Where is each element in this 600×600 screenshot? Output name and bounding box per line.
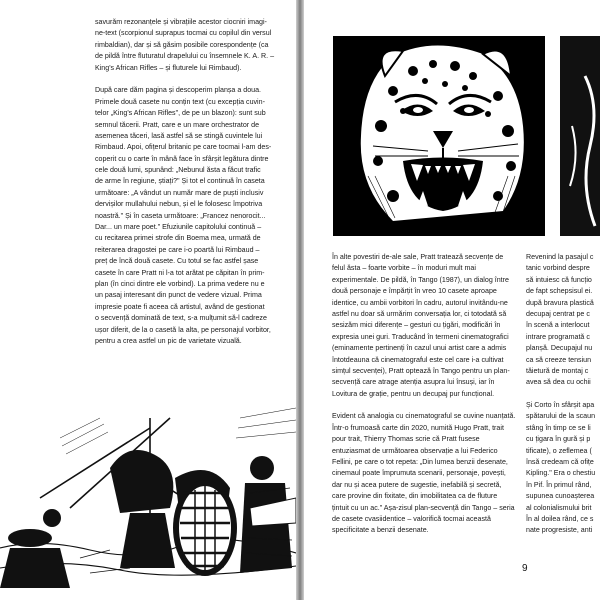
text-line <box>0 142 46 153</box>
text-line: Revenind la pasajul c <box>526 253 594 261</box>
text-line: însă credeam că ofițe <box>526 458 594 467</box>
text-line: planșă. Decupajul nu <box>526 344 593 353</box>
text-line: cele două lumi, spunând: „Nebunul ăsta a făcut trafic <box>95 166 261 175</box>
text-line <box>0 336 46 347</box>
text-line: cu recitarea primei strofe din Boema mea, urmată de <box>95 234 261 243</box>
text-line: ne-text (scorpionul suprapus tocmai cu copilul din versul <box>95 29 272 38</box>
text-line: tanic vorbind despre <box>526 264 590 273</box>
partial-comic-panel <box>560 36 600 236</box>
text-line: nate progresiste, anti <box>526 526 593 535</box>
text-line <box>0 188 46 199</box>
paragraph: Evident că analogia cu cinematograful se cuvine nuanțată. Într-o frumoasă carte din 2020, numită Hugo Pratt, trait pour trait, Thierry Thomas scrie că Pratt fusese entuziasmat de următoarea observație a lui Federico Fellini, pe care o tot repeta: „Din lumea benzii desenate, cinemaul poate împrumuta scenarii, personaje, povești, dar nu și acea putere de sugestie, inefabilă și secretă, care provine din fixitate, din imobilitatea ca de fluture țintuit cu un ac." Așa-zisul plan-secvență din Tango – seria de casete cvasiidentice – valorifică tocmai această specificitate a benzii desenate. <box>332 412 516 535</box>
text-line: dervișilor mullahului nebun, și el le folosesc împotriva <box>95 200 263 209</box>
right-text-column-1 <box>332 252 516 537</box>
text-line: cu țigara în gură și p <box>526 435 591 444</box>
left-text-column-1 <box>0 17 46 347</box>
leopard-comic-panel <box>333 36 545 236</box>
text-line: în scenă a interlocut <box>526 321 590 330</box>
text-line: de fapt schepsisul ei. <box>526 287 593 296</box>
text-line: un pasaj interesant din punct de vedere vizual. Prima <box>95 291 262 300</box>
text-line: King's African Rifles – și fluturele lui Rimbaud). <box>95 63 242 72</box>
text-line: semnul tăcerii. Pratt, care e un mare orchestrator de <box>95 120 260 129</box>
text-line <box>0 222 46 233</box>
text-line: Dar... un mare poet." Efuziunile capitolului continuă – <box>95 223 262 232</box>
text-line <box>0 85 46 96</box>
text-line <box>0 63 46 74</box>
text-line: preț de încă două casete. Cu totul se fac astfel șase <box>95 257 259 266</box>
text-line: de pildă între fluturatul drapelului cu însemnele K. A. R. – <box>95 52 275 61</box>
text-line: spătarului de la scaun <box>526 412 596 421</box>
text-line: tăietură de montaj c <box>526 366 589 375</box>
text-line <box>0 176 46 187</box>
text-line: în Pif. În primul rând, <box>526 480 592 489</box>
page-number: 9 <box>522 563 528 574</box>
text-line <box>0 245 46 256</box>
text-line: În al doilea rând, ce s <box>526 514 594 523</box>
text-line <box>95 74 273 85</box>
text-line <box>526 389 600 400</box>
right-page <box>304 0 600 600</box>
left-text-column-2 <box>95 17 273 347</box>
left-page <box>0 0 296 600</box>
text-line <box>0 131 46 142</box>
text-line: noastră." Și în caseta următoare: „Francez nenorocit... <box>95 211 266 220</box>
text-line <box>0 233 46 244</box>
text-line <box>0 268 46 279</box>
text-line: coperit cu o carte în mână face în sfârșit legătura dintre <box>95 154 269 163</box>
text-line: să intuiesc că funcțio <box>526 275 592 284</box>
text-line: plan (în cinci dintre ele vorbind). La prima vedere nu e <box>95 279 265 288</box>
text-line: decupaj centrat pe c <box>526 309 590 318</box>
text-line <box>0 211 46 222</box>
text-line: intrare programată c <box>526 332 590 341</box>
text-line: După care dăm pagina și descoperim planșa a doua. <box>95 86 262 95</box>
text-line: Și Corto în sfârșit apa <box>526 401 595 410</box>
text-line: Kipling." Era o chestiu <box>526 469 596 478</box>
book-spine <box>296 0 304 600</box>
text-line: telor „King's African Rifles", de pe un blazon): sunt sub <box>95 109 266 118</box>
text-line: tificate), o zeflemea ( <box>526 446 592 455</box>
text-line <box>0 165 46 176</box>
text-line: Rimbaud. Apoi, ofițerul britanic pe care tocmai l-am des- <box>95 143 272 152</box>
text-line <box>0 290 46 301</box>
text-line: stâng în timp ce se li <box>526 423 591 432</box>
text-line: asemenea tăceri, lasă astfel să se stingă cuvintele lui <box>95 131 263 140</box>
text-line: rimbaldian), dar și să găsim posibile corespondențe (ca <box>95 40 269 49</box>
text-line <box>0 325 46 336</box>
text-line: după bravura plasticǎ <box>526 298 594 307</box>
text-line <box>0 199 46 210</box>
text-line <box>0 17 46 28</box>
text-line: pentru a crea astfel un pic de varietate vizuală. <box>95 336 242 345</box>
text-line <box>0 40 46 51</box>
text-line: de arme în regiune, știați?" Și tot el continuă în caseta <box>95 177 265 186</box>
text-line: impresie poate fi aceea că artistul, având de gestionat <box>95 302 265 311</box>
text-line: al colonialismului brit <box>526 503 592 512</box>
text-line <box>0 154 46 165</box>
text-line <box>0 97 46 108</box>
text-line: casete în care Pratt ni l-a tot arătat pe căpitan în prim- <box>95 268 265 277</box>
text-line: următoare: „A vândut un număr mare de puști inclusiv <box>95 188 264 197</box>
text-line <box>0 108 46 119</box>
text-line: reiterarea dragostei pe care i-o poartă lui Rimbaud – <box>95 245 260 254</box>
text-line <box>0 51 46 62</box>
text-line <box>0 313 46 324</box>
text-line <box>0 256 46 267</box>
text-line: o secvență dominată de text, s-a mulțumit să-l cadreze <box>95 314 267 323</box>
text-line <box>0 74 46 85</box>
text-line <box>0 302 46 313</box>
text-line <box>0 279 46 290</box>
text-line: avea să dea cu ochii <box>526 378 591 387</box>
text-line <box>0 120 46 131</box>
text-line: Primele două casete nu conțin text (cu excepția cuvin- <box>95 97 265 106</box>
text-line: savurăm rezonanțele și vibrațiile acestor ciocniri imagi- <box>95 18 267 26</box>
paragraph: În alte povestiri de-ale sale, Pratt tratează secvențe de felul ăsta – foarte vorbite – în moduri mult mai experimentale. De pildă, în Tango (1987), un dialog între două personaje e împărțit în vreo 10 casete aproape identice, cu ambii vorbitori în cadru, autorul invitându-ne astfel nu doar să urmărim conversația lor, ci totodată să sesizăm mici diferențe – gesturi cu țigări, modificări în expresia unei guri. Traducând în termeni cinematografici (eminamente pertinenți în cazul unui artist care a admis întotdeauna că cinematograful este cel care i-a cultivat simțul secvenței), Pratt optează în Tango pentru un plan-secvență care atrage atenția asupra lui însuși, iar în Lovitura de grație, pentru un decupaj pur funcțional. <box>332 253 510 398</box>
text-line: ca să creeze tensiun <box>526 355 592 364</box>
text-line: supunea cunoașterea <box>526 492 595 501</box>
battle-comic-panel <box>0 398 296 598</box>
text-line: ușor diferit, de la o casetă la alta, pe personajul vorbitor, <box>95 325 271 334</box>
right-text-column-2 <box>526 252 600 537</box>
text-line <box>0 28 46 39</box>
